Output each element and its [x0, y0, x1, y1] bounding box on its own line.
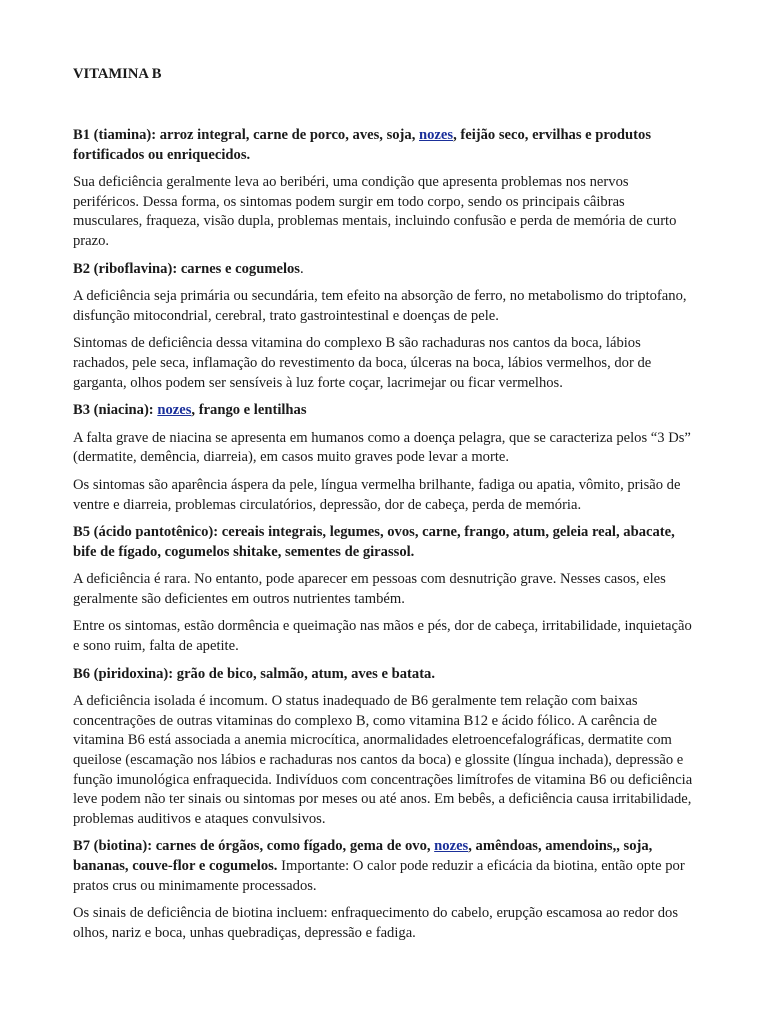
b3-paragraph-1: A falta grave de niacina se apresenta em humanos como a doença pelagra, que se caracteriza pelos “3 Ds” (dermatite, demência, diarreia), em casos muito graves pode levar a morte.	[73, 429, 691, 466]
b5-paragraph-1: A deficiência é rara. No entanto, pode aparecer em pessoas com desnutrição grave. Nesses casos, eles geralmente são deficientes em outros nutrientes também.	[73, 571, 666, 607]
b3-paragraph-2: Os sintomas são aparência áspera da pele, língua vermelha brilhante, fadiga ou apatia, vômito, prisão de ventre e diarreia, problemas circulatórios, depressão, dor de cabeça, perda de memória.	[73, 476, 681, 513]
b1-paragraph: Sua deficiência geralmente leva ao beribéri, uma condição que apresenta problemas nos nervos periféricos. Dessa forma, os sintomas podem surgir em todo corpo, sendo os principais câibras musculares, fraqueza, visão dupla, problemas mentais, incluindo confusão e perda de memória de curto prazo.	[73, 174, 677, 249]
b5-heading: B5 (ácido pantotênico): cereais integrais, legumes, ovos, carne, frango, atum, geleia real, abacate, bife de fígado, cogumelos shitake, sementes de girassol.	[73, 524, 675, 560]
b3-heading	[73, 401, 695, 421]
b3-heading-text-b: , frango e lentilhas	[191, 402, 307, 419]
b7-paragraph: Os sinais de deficiência de biotina incluem: enfraquecimento do cabelo, erupção escamosa ao redor dos olhos, nariz e boca, unhas quebradiças, depressão e fadiga.	[73, 905, 678, 941]
b6-heading: B6 (piridoxina): grão de bico, salmão, atum, aves e batata.	[73, 665, 435, 682]
b7-heading-text-a: B7 (biotina): carnes de órgãos, como fígado, gema de ovo,	[73, 838, 435, 855]
b3-nozes-link[interactable]: nozes	[157, 402, 192, 419]
b2-paragraph-2: Sintomas de deficiência dessa vitamina do complexo B são rachaduras nos cantos da boca, lábios rachados, pele seca, inflamação do revestimento da boca, úlceras na boca, lábios vermelhos, dor de garganta, olhos podem ser sensíveis à luz forte coçar, lacrimejar ou ficar vermelhos.	[73, 335, 652, 391]
b1-heading-text-a: B1 (tiamina): arroz integral, carne de porco, aves, soja,	[73, 127, 419, 143]
document-title: VITAMINA B	[73, 66, 162, 82]
b7-nozes-link[interactable]: nozes	[434, 838, 469, 855]
b2-heading-tail: .	[299, 260, 304, 277]
b1-nozes-link[interactable]: nozes	[419, 127, 454, 143]
b1-heading	[73, 126, 695, 165]
b5-paragraph-2: Entre os sintomas, estão dormência e queimação nas mãos e pés, dor de cabeça, irritabilidade, inquietação e sono ruim, falta de apetite.	[73, 618, 692, 655]
b3-heading-text-a: B3 (niacina):	[73, 402, 158, 419]
b6-paragraph: A deficiência isolada é incomum. O status inadequado de B6 geralmente tem relação com baixas concentrações de outras vitaminas do complexo B, como vitamina B12 e ácido fólico. A carência de vitamina B6 está associada a anemia microcítica, anormalidades eletroencefalográficas, dermatite com queilose (escamação nos lábios e rachaduras nos cantos da boca) e glossite (língua inchada), depressão e função imunológica enfraquecida. Indivíduos com concentrações limítrofes de vitamina B6 ou deficiência leve podem não ter sinais ou sintomas por meses ou até anos. Em bebês, a deficiência causa irritabilidade, problemas auditivos e ataques convulsivos.	[73, 693, 693, 827]
b1-heading-text-b: , feijão seco, ervilhas e produtos fortificados ou enriquecidos.	[73, 127, 652, 163]
b2-heading	[73, 260, 695, 280]
b7-heading-text-b: , amêndoas, amendoins,, soja, bananas, couve-flor e cogumelos.	[73, 838, 653, 874]
b7-note: Importante: O calor pode reduzir a eficácia da biotina, então opte por pratos crus ou minimamente processados.	[73, 858, 685, 894]
b2-heading-text: B2 (riboflavina): carnes e cogumelos	[73, 260, 300, 277]
b2-paragraph-1: A deficiência seja primária ou secundária, tem efeito na absorção de ferro, no metabolismo do triptofano, disfunção mitocondrial, cerebral, trato gastrointestinal e doenças de pele.	[73, 288, 687, 324]
document-page	[73, 64, 695, 951]
b7-heading	[73, 837, 695, 896]
